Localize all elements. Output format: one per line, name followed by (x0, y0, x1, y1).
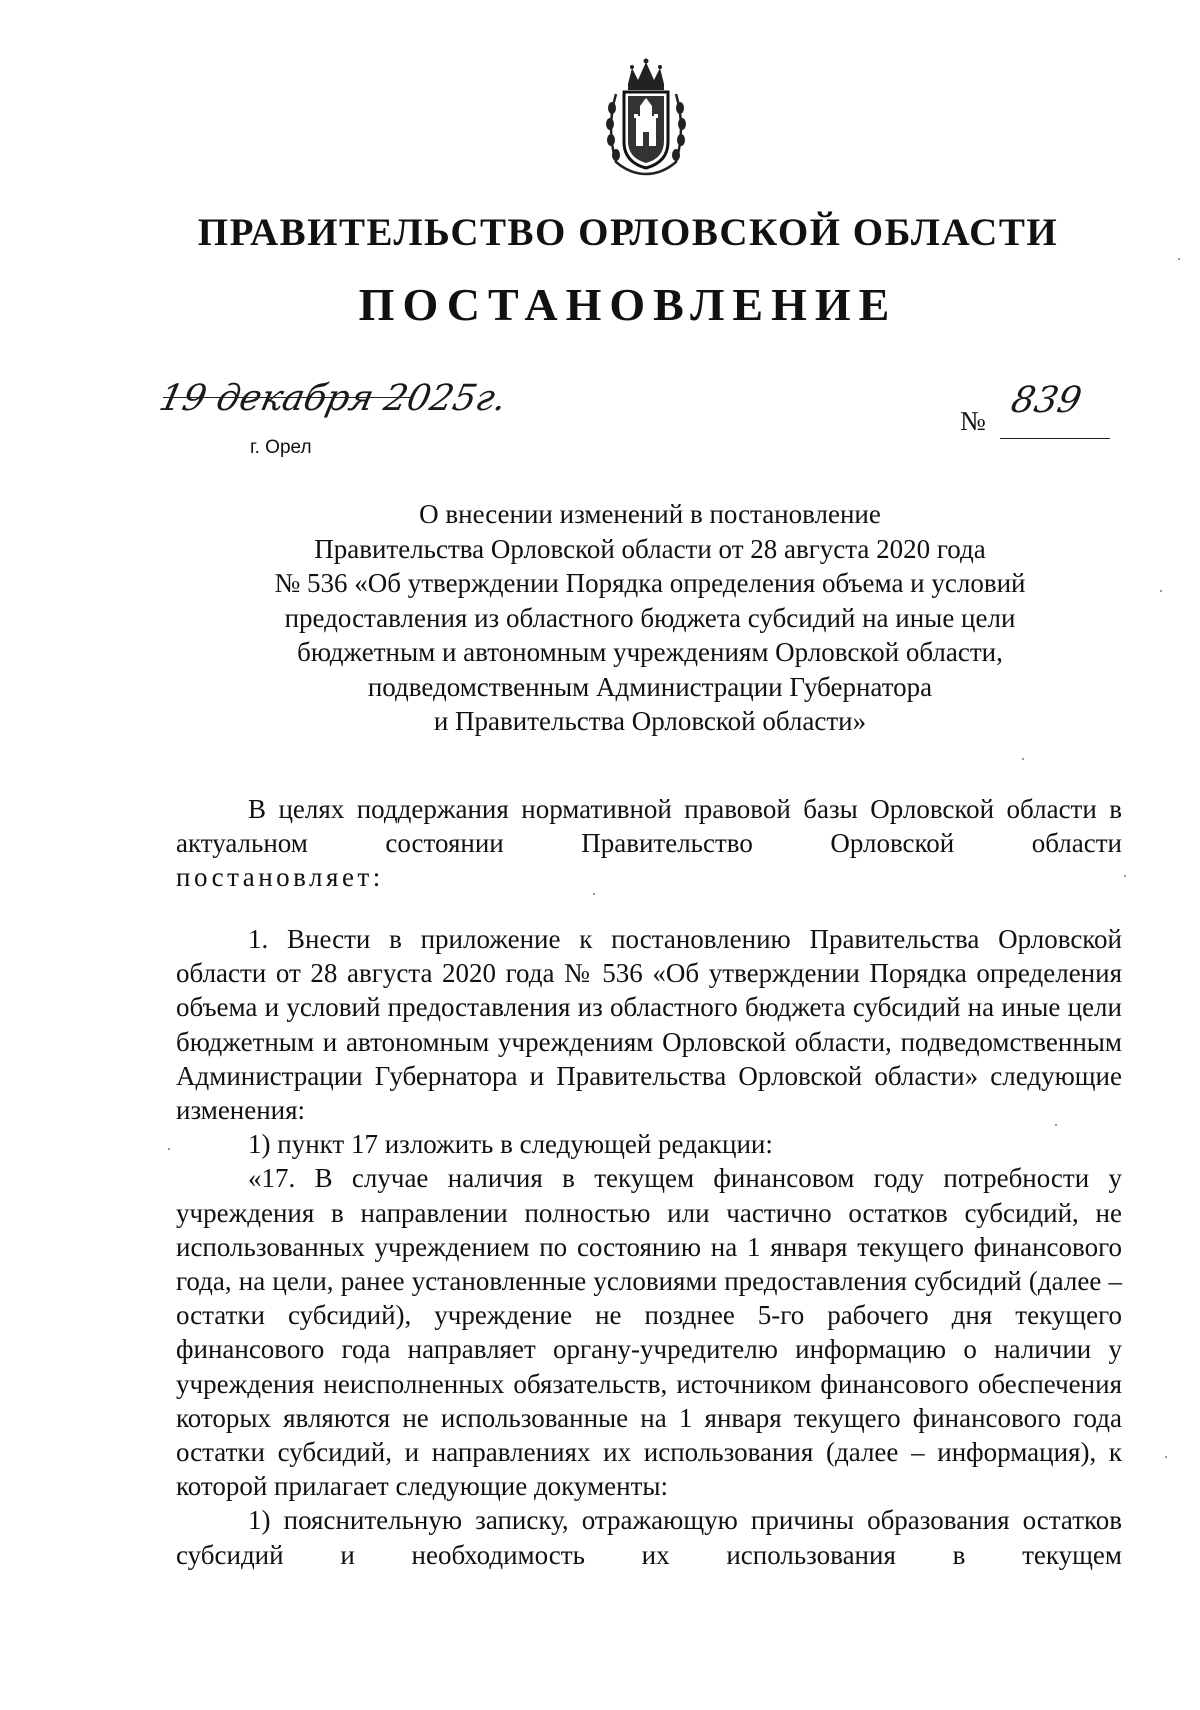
document-subject (140, 497, 1160, 739)
scan-speck (1124, 875, 1126, 877)
preamble-paragraph: В целях поддержания нормативной правовой базы Орловской области в актуальном состоянии Правительство Орловской области (176, 794, 1122, 859)
number-sign: № (960, 406, 986, 436)
scan-speck (1022, 758, 1024, 760)
organization-name: ПРАВИТЕЛЬСТВО ОРЛОВСКОЙ ОБЛАСТИ (197, 211, 1059, 254)
scan-speck (1165, 1456, 1167, 1458)
subject-line: предоставления из областного бюджета субсидий на иные цели (284, 602, 1016, 633)
subject-line: и Правительства Орловской области» (433, 706, 867, 736)
date-underline (163, 397, 413, 398)
date-handwritten: 19 декабря 2025г. (155, 378, 511, 419)
coat-of-arms-emblem (602, 58, 690, 176)
preamble-block (176, 792, 1122, 895)
body-block (176, 922, 1122, 1572)
scan-speck (593, 893, 595, 895)
city-label: г. Орел (250, 437, 312, 458)
scan-speck (1055, 1124, 1057, 1126)
sub-item-1-paragraph: 1) пункт 17 изложить в следующей редакции: (248, 1129, 773, 1160)
subject-line: подведомственным Администрации Губернатора (367, 671, 933, 702)
scan-speck (1160, 590, 1162, 592)
subject-line: Правительства Орловской области от 28 августа 2020 года (314, 533, 986, 564)
clause-17-paragraph: «17. В случае наличия в текущем финансовом году потребности у учреждения в направлении полностью или частично остатков субсидий, не использованных учреждением по состоянию на 1 января текущего финансового года, на цели, ранее установленные условиями предоставления субсидий (далее – остатки субсидий), учреждение не позднее 5-го рабочего дня текущего финансового года направляет органу-учредителю информацию о наличии у учреждения неисполненных обязательств, источником финансового обеспечения которых являются не использованные на 1 января текущего финансового года остатки субсидий, и направлениях их использования (далее – информация), к которой прилагает следующие документы: (176, 1163, 1122, 1502)
scan-speck (168, 1148, 170, 1150)
subject-line: О внесении изменений в постановление (419, 499, 881, 529)
document-item-1-paragraph: 1) пояснительную записку, отражающую причины образования остатков субсидий и необходимость их использования в текущем (176, 1505, 1122, 1570)
number-handwritten: 839 (1007, 380, 1086, 421)
scan-speck (1178, 258, 1180, 260)
document-type-title: ПОСТАНОВЛЕНИЕ (358, 279, 898, 330)
decree-word: постановляет: (176, 862, 384, 893)
number-underline (1000, 438, 1110, 439)
item-1-paragraph: 1. Внести в приложение к постановлению Правительства Орловской области от 28 августа 2020 года № 536 «Об утверждении Порядка определения объема и условий предоставления из областного бюджета субсидий на иные цели бюджетным и автономным учреждениям Орловской области, подведомственным Администрации Губернатора и Правительства Орловской области» следующие изменения: (176, 924, 1122, 1126)
subject-line: № 536 «Об утверждении Порядка определения объема и условий (274, 568, 1026, 598)
subject-line: бюджетным и автономным учреждениям Орловской области, (297, 637, 1003, 667)
